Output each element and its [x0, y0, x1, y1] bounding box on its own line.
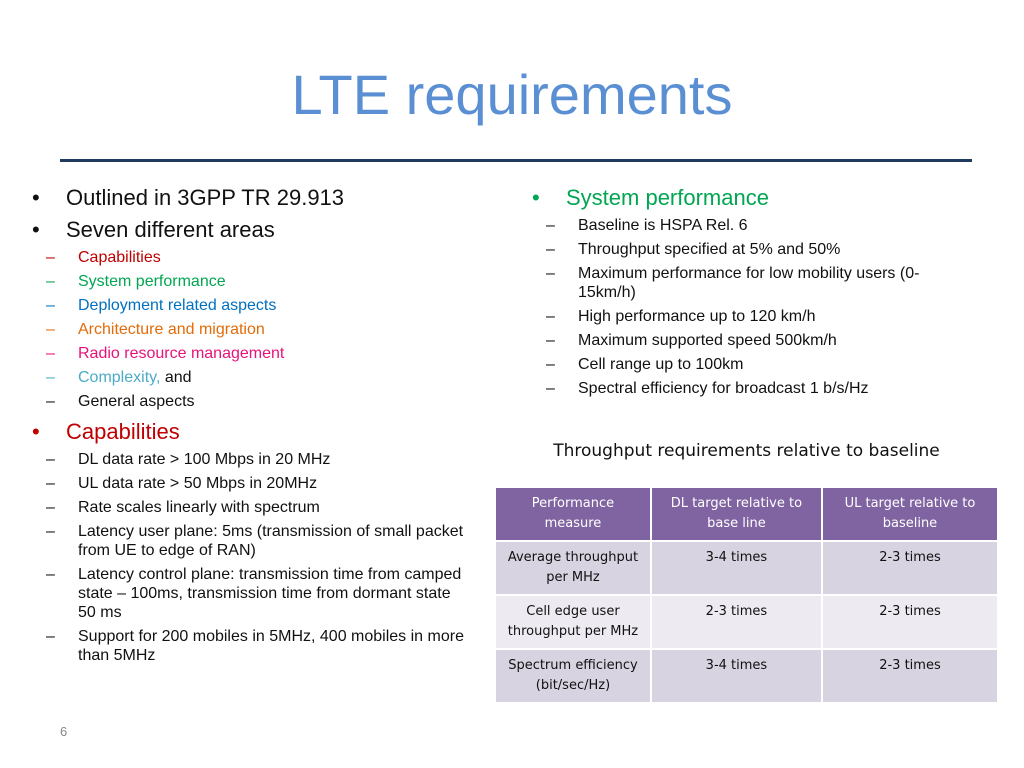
- bullet-outlined: [32, 182, 472, 214]
- capability-item-text: Latency user plane: 5ms (transmission of small packet from UE to edge of RAN): [78, 523, 464, 559]
- capability-item-text: Latency control plane: transmission time from camped state – 100ms, transmission time from dormant state 50 ms: [78, 566, 462, 621]
- area-deployment: – Deployment related aspects: [46, 297, 277, 314]
- area-system-performance: – System performance: [46, 273, 226, 290]
- performance-item-text: Spectral efficiency for broadcast 1 b/s/Hz: [578, 380, 869, 397]
- area-capabilities: – Capabilities: [46, 249, 161, 266]
- cell-dl: 3-4 times: [651, 649, 822, 703]
- area-radio-text: Radio resource management: [78, 345, 285, 362]
- performance-item-text: Maximum performance for low mobility users (0-15km/h): [578, 265, 920, 301]
- title-divider: [60, 159, 972, 162]
- area-capabilities-text: Capabilities: [78, 249, 161, 266]
- header-performance-measure: Performance measure: [495, 487, 651, 541]
- table-row: [495, 595, 998, 649]
- capability-item-text: UL data rate > 50 Mbps in 20MHz: [78, 475, 318, 492]
- header-dl-target: DL target relative to base line: [651, 487, 822, 541]
- capability-item-text: Rate scales linearly with spectrum: [78, 499, 320, 516]
- area-general-text: General aspects: [78, 393, 195, 410]
- cell-ul: 2-3 times: [822, 541, 998, 595]
- right-column: [532, 182, 972, 403]
- areas-list: [32, 248, 472, 411]
- bullet-outlined-text: Outlined in 3GPP TR 29.913: [66, 185, 345, 210]
- area-complexity-text: Complexity,: [78, 369, 161, 386]
- capability-item: – DL data rate > 100 Mbps in 20 MHz: [46, 451, 331, 468]
- table-caption: Throughput requirements relative to baseline: [553, 441, 940, 461]
- capability-item-text: DL data rate > 100 Mbps in 20 MHz: [78, 451, 331, 468]
- performance-item: – Baseline is HSPA Rel. 6: [546, 217, 748, 234]
- throughput-table: [494, 486, 999, 704]
- table-row: [495, 541, 998, 595]
- slide-title: LTE requirements: [291, 63, 733, 126]
- cell-ul: 2-3 times: [822, 595, 998, 649]
- capability-item: – Latency user plane: 5ms (transmission of small packet from UE to edge of RAN): [46, 523, 464, 559]
- area-architecture-text: Architecture and migration: [78, 321, 265, 338]
- bullet-capabilities-text: Capabilities: [66, 419, 180, 444]
- capability-item: – UL data rate > 50 Mbps in 20MHz: [46, 475, 318, 492]
- performance-item-text: High performance up to 120 km/h: [578, 308, 816, 325]
- area-complexity: – Complexity, and: [46, 369, 192, 386]
- area-complexity-and: and: [164, 369, 192, 386]
- performance-item-text: Cell range up to 100km: [578, 356, 744, 373]
- cell-ul: 2-3 times: [822, 649, 998, 703]
- cell-measure: Average throughput per MHz: [495, 541, 651, 595]
- page-number: 6: [60, 724, 68, 739]
- performance-item-text: Baseline is HSPA Rel. 6: [578, 217, 748, 234]
- area-general: – General aspects: [46, 393, 195, 410]
- bullet-seven-areas-text: Seven different areas: [66, 217, 275, 242]
- area-system-performance-text: System performance: [78, 273, 226, 290]
- area-deployment-text: Deployment related aspects: [78, 297, 277, 314]
- performance-item: – Throughput specified at 5% and 50%: [546, 241, 841, 258]
- capability-item: – Rate scales linearly with spectrum: [46, 499, 320, 516]
- capability-item: – Latency control plane: transmission time from camped state – 100ms, transmission time from dormant state 50 ms: [46, 566, 462, 621]
- cell-dl: 3-4 times: [651, 541, 822, 595]
- cell-dl: 2-3 times: [651, 595, 822, 649]
- performance-item: – Maximum performance for low mobility users (0-15km/h): [546, 265, 920, 301]
- performance-item: – Maximum supported speed 500km/h: [546, 332, 837, 349]
- bullet-system-performance: [532, 182, 972, 214]
- area-architecture: – Architecture and migration: [46, 321, 265, 338]
- system-performance-list: [532, 216, 972, 398]
- performance-item: – High performance up to 120 km/h: [546, 308, 816, 325]
- area-radio: – Radio resource management: [46, 345, 285, 362]
- bullet-system-performance-text: System performance: [566, 185, 769, 210]
- capabilities-list: [32, 450, 472, 665]
- table-header-row: [495, 487, 998, 541]
- header-ul-target: UL target relative to baseline: [822, 487, 998, 541]
- cell-measure: Spectrum efficiency (bit/sec/Hz): [495, 649, 651, 703]
- bullet-capabilities: [32, 416, 472, 448]
- left-column: [32, 182, 472, 670]
- cell-measure: Cell edge user throughput per MHz: [495, 595, 651, 649]
- performance-item-text: Maximum supported speed 500km/h: [578, 332, 837, 349]
- performance-item: – Spectral efficiency for broadcast 1 b/s/Hz: [546, 380, 869, 397]
- bullet-seven-areas: [32, 214, 472, 246]
- performance-item: – Cell range up to 100km: [546, 356, 744, 373]
- capability-item-text: Support for 200 mobiles in 5MHz, 400 mobiles in more than 5MHz: [78, 628, 464, 664]
- performance-item-text: Throughput specified at 5% and 50%: [578, 241, 841, 258]
- table-row: [495, 649, 998, 703]
- capability-item: – Support for 200 mobiles in 5MHz, 400 mobiles in more than 5MHz: [46, 628, 464, 664]
